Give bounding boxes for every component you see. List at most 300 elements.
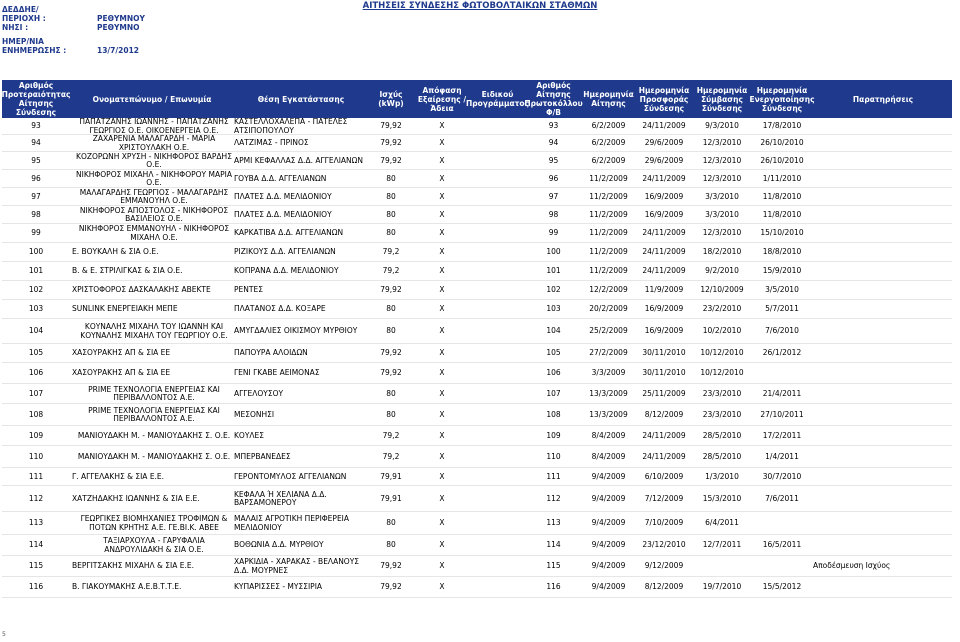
- cell-exemption: Χ: [439, 582, 445, 592]
- cell-location: ΚΑΡΚΑΤΙΒΑ Δ.Δ. ΑΓΓΕΛΙΑΝΩΝ: [234, 228, 344, 238]
- cell-power: 79,91: [380, 493, 402, 503]
- cell-exemption: Χ: [439, 348, 445, 358]
- cell-date-contract: 12/3/2010: [702, 155, 742, 165]
- cell-location: ΑΓΓΕΛΟΥΣΟΥ: [234, 388, 284, 398]
- table-row: [0, 262, 960, 281]
- cell-date-contract: 12/10/2009: [700, 285, 744, 295]
- cell-special: [470, 535, 525, 556]
- cell-date-app: 11/2/2009: [589, 228, 628, 238]
- table-row: [0, 446, 960, 468]
- cell-date-app: 9/4/2009: [591, 582, 626, 592]
- meta-value: ΡΕΘΥΜΝΟ: [97, 23, 140, 32]
- cell-exemption: Χ: [439, 326, 445, 336]
- cell-exemption: Χ: [439, 155, 445, 165]
- table-row: [0, 224, 960, 243]
- table-row: [0, 135, 960, 152]
- cell-protocol: 116: [546, 582, 561, 592]
- cell-date-offer: 24/11/2009: [642, 266, 686, 276]
- cell-exemption: Χ: [439, 540, 445, 550]
- cell-date-contract: 28/5/2010: [702, 430, 742, 440]
- cell-notes: [813, 262, 953, 281]
- cell-date-contract: 12/7/2011: [702, 540, 742, 550]
- cell-date-activation: 3/5/2010: [765, 285, 799, 295]
- cell-exemption: Χ: [439, 430, 445, 440]
- cell-power: 80: [386, 304, 396, 314]
- cell-date-contract: 10/12/2010: [700, 348, 744, 358]
- table-row: [0, 426, 960, 446]
- cell-exemption: Χ: [439, 247, 445, 257]
- cell-name: ΧΡΙΣΤΟΦΟΡΟΣ ΔΑΣΚΑΛΑΚΗΣ ΑΒΕΚΤΕ: [72, 285, 211, 295]
- cell-date-activation: 15/10/2010: [760, 228, 804, 238]
- cell-date-contract: 19/7/2010: [702, 582, 742, 592]
- table-row: [0, 486, 960, 512]
- cell-notes: [813, 384, 953, 404]
- cell-location: ΛΑΤΖΙΜΑΣ - ΠΡΙΝΟΣ: [234, 138, 309, 148]
- cell-protocol: 109: [546, 430, 561, 440]
- cell-date-activation: [751, 363, 813, 384]
- cell-date-app: 11/2/2009: [589, 266, 628, 276]
- cell-location: ΚΟΠΡΑΝΑ Δ.Δ. ΜΕΛΙΔΟΝΙΟΥ: [234, 266, 339, 276]
- cell-exemption: Χ: [439, 471, 445, 481]
- cell-name: Ε. ΒΟΥΚΑΛΗ & ΣΙΑ Ο.Ε.: [72, 247, 159, 257]
- cell-prio: 115: [28, 561, 44, 571]
- cell-date-contract: 23/2/2010: [702, 304, 742, 314]
- cell-notes: [813, 446, 953, 468]
- cell-protocol: 94: [548, 138, 559, 148]
- cell-date-activation: 26/1/2012: [762, 348, 802, 358]
- cell-prio: 111: [28, 471, 44, 481]
- cell-special: [470, 170, 525, 188]
- cell-exemption: Χ: [439, 285, 445, 295]
- cell-date-offer: 23/12/2010: [642, 540, 686, 550]
- cell-location: ΑΜΥΓΔΑΛΙΕΣ ΟΙΚΙΣΜΟΥ ΜΥΡΘΙΟΥ: [234, 326, 358, 336]
- cell-date-offer: 16/9/2009: [644, 209, 684, 219]
- cell-protocol: 98: [548, 209, 559, 219]
- cell-date-offer: 16/9/2009: [644, 191, 684, 201]
- cell-name: ΤΑΞΙΑΡΧΟΥΛΑ - ΓΑΡΥΦΑΛΙΑ ΑΝΔΡΟΥΛΙΔΑΚΗ & ΣΙΑ Ο.Ε.: [103, 536, 205, 554]
- cell-notes: [813, 188, 953, 206]
- meta-label: ΠΕΡΙΟΧΗ :: [2, 14, 46, 23]
- cell-date-offer: 24/11/2009: [642, 228, 686, 238]
- meta-value: 13/7/2012: [97, 46, 140, 55]
- cell-special: [470, 152, 525, 170]
- cell-date-contract: 6/4/2011: [705, 518, 739, 528]
- cell-date-offer: 24/11/2009: [642, 121, 686, 131]
- cell-special: [470, 556, 525, 577]
- cell-prio: 93: [31, 121, 41, 131]
- cell-notes: Αποδέσμευση Ισχύος: [813, 561, 891, 571]
- cell-exemption: Χ: [439, 368, 445, 378]
- cell-power: 79,2: [382, 266, 400, 276]
- cell-exemption: Χ: [439, 451, 445, 461]
- cell-date-contract: 10/2/2010: [702, 326, 742, 336]
- cell-date-app: 9/4/2009: [591, 518, 626, 528]
- cell-date-activation: 30/7/2010: [762, 471, 802, 481]
- column-header: Ονοματεπώνυμο / Επωνυμία: [92, 94, 212, 104]
- table-row: [0, 281, 960, 300]
- cell-protocol: 97: [548, 191, 559, 201]
- cell-power: 80: [386, 191, 396, 201]
- cell-date-offer: 24/11/2009: [642, 451, 686, 461]
- cell-exemption: Χ: [439, 561, 445, 571]
- cell-date-activation: 21/4/2011: [762, 388, 802, 398]
- cell-date-app: 9/4/2009: [591, 561, 626, 571]
- cell-exemption: Χ: [439, 304, 445, 314]
- cell-date-app: 6/2/2009: [591, 138, 626, 148]
- cell-date-offer: 7/10/2009: [644, 518, 684, 528]
- cell-date-activation: 7/6/2010: [765, 326, 799, 336]
- cell-location: ΑΡΜΙ ΚΕΦΑΛΛΑΣ Δ.Δ. ΑΓΓΕΛΙΑΝΩΝ: [234, 155, 363, 165]
- cell-date-contract: 3/3/2010: [705, 209, 739, 219]
- column-header: Ημερομηνία Σύμβασης Σύνδεσης: [696, 85, 748, 113]
- cell-power: 79,2: [382, 451, 400, 461]
- cell-notes: [813, 363, 953, 384]
- cell-notes: [813, 468, 953, 486]
- cell-date-activation: 27/10/2011: [760, 409, 804, 419]
- cell-date-activation: 11/8/2010: [762, 209, 802, 219]
- cell-exemption: Χ: [439, 388, 445, 398]
- cell-name: Β. ΓΙΑΚΟΥΜΑΚΗΣ Α.Ε.Β.Τ.Τ.Ε.: [72, 582, 182, 592]
- cell-prio: 99: [31, 228, 41, 238]
- cell-date-contract: 23/3/2010: [702, 388, 742, 398]
- meta-label: ΔΕΔΔΗΕ/: [2, 5, 39, 14]
- cell-protocol: 107: [546, 388, 561, 398]
- meta-label: ΝΗΣΙ :: [2, 23, 29, 32]
- cell-date-app: 11/2/2009: [589, 191, 628, 201]
- cell-notes: [813, 224, 953, 243]
- cell-power: 80: [386, 228, 396, 238]
- cell-location: ΜΕΣΟΝΗΣΙ: [234, 409, 275, 419]
- cell-location: ΜΠΕΡΒΑΝΕΔΕΣ: [234, 451, 291, 461]
- cell-notes: [813, 577, 953, 598]
- cell-date-offer: 7/12/2009: [644, 493, 684, 503]
- cell-protocol: 112: [546, 493, 561, 503]
- table-row: [0, 188, 960, 206]
- cell-protocol: 101: [546, 266, 561, 276]
- cell-date-offer: 30/11/2010: [642, 348, 686, 358]
- cell-date-activation: 18/8/2010: [762, 247, 802, 257]
- cell-protocol: 106: [546, 368, 561, 378]
- cell-name: PRIME ΤΕΧΝΟΛΟΓΙΑ ΕΝΕΡΓΕΙΑΣ ΚΑΙ ΠΕΡΙΒΑΛΛΟΝΤΟΣ Α.Ε.: [88, 384, 220, 402]
- table-row: [0, 556, 960, 577]
- cell-protocol: 100: [546, 247, 561, 257]
- cell-prio: 102: [28, 285, 44, 295]
- cell-notes: [813, 486, 953, 512]
- cell-protocol: 110: [546, 451, 561, 461]
- cell-date-offer: 29/6/2009: [644, 155, 684, 165]
- cell-location: ΓΕΡΟΝΤΟΜΥΛΟΣ ΑΓΓΕΛΙΑΝΩΝ: [234, 471, 347, 481]
- cell-name: ΖΑΧΑΡΕΝΙΑ ΜΑΛΑΓΑΡΔΗ - ΜΑΡΙΑ ΧΡΙΣΤΟΥΛΑΚΗ Ο.Ε.: [92, 135, 216, 152]
- cell-date-offer: 16/9/2009: [644, 304, 684, 314]
- cell-power: 80: [386, 540, 396, 550]
- cell-name: ΝΙΚΗΦΟΡΟΣ ΑΠΟΣΤΟΛΟΣ - ΝΙΚΗΦΟΡΟΣ ΒΑΣΙΛΕΙΟΣ Ο.Ε.: [79, 206, 229, 223]
- cell-name: ΝΙΚΗΦΟΡΟΣ ΜΙΧΑΗΛ - ΝΙΚΗΦΟΡΟΥ ΜΑΡΙΑ Ο.Ε.: [76, 170, 232, 187]
- cell-date-contract: [693, 556, 751, 577]
- cell-protocol: 93: [548, 121, 559, 131]
- cell-protocol: 113: [546, 518, 561, 528]
- cell-prio: 116: [28, 582, 44, 592]
- cell-date-app: 20/2/2009: [589, 304, 628, 314]
- cell-location: ΓΕΝΙ ΓΚΑΒΕ ΑΕΙΜΟΝΑΣ: [234, 368, 320, 378]
- cell-special: [470, 384, 525, 404]
- column-header: Ημερομηνία Προσφοράς Σύνδεσης: [638, 85, 690, 113]
- table-row: [0, 319, 960, 344]
- cell-location: ΧΑΡΚΙΔΙΑ - ΧΑΡΑΚΑΣ - ΒΕΛΑΝΟΥΣ Δ.Δ. ΜΟΥΡΝΕΣ: [234, 557, 360, 575]
- cell-special: [470, 486, 525, 512]
- cell-prio: 103: [28, 304, 44, 314]
- cell-date-activation: 15/5/2012: [762, 582, 802, 592]
- cell-name: SUNLINK ΕΝΕΡΓΕΙΑΚΗ ΜΕΠΕ: [72, 304, 178, 314]
- cell-date-app: 27/2/2009: [589, 348, 628, 358]
- cell-notes: [813, 535, 953, 556]
- cell-special: [470, 363, 525, 384]
- cell-protocol: 95: [548, 155, 559, 165]
- cell-location: ΚΑΣΤΕΛΛΟΧΑΛΕΠΑ - ΠΑΤΕΛΕΣ ΑΤΣΙΠΟΠΟΥΛΟΥ: [234, 118, 348, 135]
- cell-protocol: 102: [546, 285, 561, 295]
- cell-date-offer: 11/9/2009: [644, 285, 684, 295]
- cell-name: ΜΑΛΑΓΑΡΔΗΣ ΓΕΩΡΓΙΟΣ - ΜΑΛΑΓΑΡΔΗΣ ΕΜΜΑΝΟΥΗΛ Ο.Ε.: [79, 188, 229, 205]
- cell-date-app: 8/4/2009: [591, 430, 626, 440]
- cell-power: 79,92: [380, 155, 402, 165]
- cell-date-offer: 6/10/2009: [644, 471, 684, 481]
- cell-exemption: Χ: [439, 409, 445, 419]
- cell-date-contract: 1/3/2010: [705, 471, 739, 481]
- cell-date-activation: 16/5/2011: [762, 540, 802, 550]
- cell-special: [470, 224, 525, 243]
- cell-date-offer: 24/11/2009: [642, 173, 686, 183]
- cell-name: PRIME ΤΕΧΝΟΛΟΓΙΑ ΕΝΕΡΓΕΙΑΣ ΚΑΙ ΠΕΡΙΒΑΛΛΟΝΤΟΣ Α.Ε.: [88, 405, 220, 423]
- cell-date-contract: 18/2/2010: [702, 247, 742, 257]
- cell-date-app: 9/4/2009: [591, 493, 626, 503]
- cell-date-activation: 26/10/2010: [760, 138, 804, 148]
- column-header: Θέση Εγκατάστασης: [257, 94, 345, 104]
- table-row: [0, 512, 960, 535]
- cell-exemption: Χ: [439, 173, 445, 183]
- cell-date-app: 6/2/2009: [591, 155, 626, 165]
- cell-date-app: 11/2/2009: [589, 247, 628, 257]
- column-header: Παρατηρήσεις: [852, 94, 914, 104]
- cell-date-contract: 9/3/2010: [705, 121, 739, 131]
- cell-exemption: Χ: [439, 518, 445, 528]
- table-row: [0, 404, 960, 426]
- cell-prio: 104: [28, 326, 44, 336]
- cell-notes: [813, 243, 953, 262]
- cell-date-activation: 15/9/2010: [762, 266, 802, 276]
- cell-name: ΧΑΣΟΥΡΑΚΗΣ ΑΠ & ΣΙΑ ΕΕ: [72, 368, 171, 378]
- column-header: Αριθμός Πρoτεραιότητας Αίτησης Σύνδεσης: [1, 81, 71, 117]
- table-row: [0, 577, 960, 598]
- cell-location: ΠΛΑΤΕΣ Δ.Δ. ΜΕΛΙΔΟΝΙΟΥ: [234, 209, 332, 219]
- cell-date-offer: 24/11/2009: [642, 247, 686, 257]
- cell-name: ΜΑΝΙΟΥΔΑΚΗ Μ. - ΜΑΝΙΟΥΔΑΚΗΣ Σ. Ο.Ε.: [77, 430, 231, 440]
- cell-name: ΧΑΣΟΥΡΑΚΗΣ ΑΠ & ΣΙΑ ΕΕ: [72, 348, 171, 358]
- column-header: Ημερομηνία Ενεργοποίησης Σύνδεσης: [749, 85, 815, 113]
- meta-label: ΕΝΗΜΕΡΩΣΗΣ :: [2, 46, 67, 55]
- cell-date-activation: 26/10/2010: [760, 155, 804, 165]
- table-row: [0, 243, 960, 262]
- cell-date-activation: 1/11/2010: [762, 173, 802, 183]
- cell-prio: 106: [28, 368, 44, 378]
- cell-special: [470, 206, 525, 224]
- cell-notes: [813, 300, 953, 319]
- column-header: Ισχύς (kWp): [378, 90, 404, 108]
- cell-exemption: Χ: [439, 209, 445, 219]
- cell-special: [470, 446, 525, 468]
- cell-date-app: 13/3/2009: [589, 388, 628, 398]
- cell-prio: 110: [28, 451, 44, 461]
- cell-special: [470, 426, 525, 446]
- cell-date-contract: 15/3/2010: [702, 493, 742, 503]
- cell-name: ΚΟΥΝΑΛΗΣ ΜΙΧΑΗΛ ΤΟΥ ΙΩΑΝΝΗ ΚΑΙ ΚΟΥΝΑΛΗΣ ΜΙΧΑΗΛ ΤΟΥ ΓΕΩΡΓΙΟΥ Ο.Ε.: [80, 322, 228, 340]
- cell-exemption: Χ: [439, 493, 445, 503]
- cell-date-activation: [751, 556, 813, 577]
- cell-name: ΠΑΠΑΤΖΑΝΗΣ ΙΩΑΝΝΗΣ - ΠΑΠΑΤΖΑΝΗΣ ΓΕΩΡΓΙΟΣ Ο.Ε. ΟΙΚΟΕΝΕΡΓΕΙΑ Ο.Ε.: [79, 118, 229, 135]
- cell-prio: 98: [31, 209, 41, 219]
- cell-date-activation: 17/8/2010: [762, 121, 802, 131]
- cell-power: 79,92: [380, 561, 402, 571]
- cell-special: [470, 243, 525, 262]
- table-row: [0, 535, 960, 556]
- cell-date-contract: 3/3/2010: [705, 191, 739, 201]
- cell-protocol: 99: [548, 228, 559, 238]
- cell-date-contract: 12/3/2010: [702, 173, 742, 183]
- cell-notes: [813, 152, 953, 170]
- cell-special: [470, 281, 525, 300]
- cell-prio: 97: [31, 191, 41, 201]
- cell-date-offer: 9/12/2009: [644, 561, 684, 571]
- cell-protocol: 114: [546, 540, 561, 550]
- cell-date-app: 6/2/2009: [591, 121, 626, 131]
- cell-date-app: 11/2/2009: [589, 209, 628, 219]
- cell-location: ΚΥΠΑΡΙΣΣΕΣ - ΜΥΣΣΙΡΙΑ: [234, 582, 323, 592]
- cell-prio: 114: [28, 540, 44, 550]
- cell-date-offer: 16/9/2009: [644, 326, 684, 336]
- cell-date-offer: 30/11/2010: [642, 368, 686, 378]
- cell-date-offer: 25/11/2009: [642, 388, 686, 398]
- table-row: [0, 468, 960, 486]
- cell-date-contract: 12/3/2010: [702, 228, 742, 238]
- cell-protocol: 115: [546, 561, 561, 571]
- cell-date-app: 11/2/2009: [589, 173, 628, 183]
- cell-name: Γ. ΑΓΓΕΛΑΚΗΣ & ΣΙΑ Ε.Ε.: [72, 471, 165, 481]
- cell-notes: [813, 170, 953, 188]
- cell-power: 80: [386, 388, 396, 398]
- cell-exemption: Χ: [439, 266, 445, 276]
- cell-special: [470, 404, 525, 426]
- cell-protocol: 103: [546, 304, 561, 314]
- cell-name: ΒΕΡΓΙΤΣΑΚΗΣ ΜΙΧΑΗΛ & ΣΙΑ Ε.Ε.: [72, 561, 194, 571]
- table-row: [0, 300, 960, 319]
- page-number: 5: [2, 631, 6, 638]
- cell-exemption: Χ: [439, 191, 445, 201]
- cell-name: ΧΑΤΖΗΔΑΚΗΣ ΙΩΑΝΝΗΣ & ΣΙΑ Ε.Ε.: [72, 493, 200, 503]
- cell-notes: [813, 512, 953, 535]
- cell-notes: [813, 344, 953, 363]
- column-header: Απόφαση Εξαίρεσης / Άδεια: [417, 85, 467, 113]
- cell-date-activation: 1/4/2011: [765, 451, 799, 461]
- cell-location: ΓΟΥΒΑ Δ.Δ. ΑΓΓΕΛΙΑΝΩΝ: [234, 173, 327, 183]
- table-row: [0, 206, 960, 224]
- cell-notes: [813, 319, 953, 344]
- table-row: [0, 363, 960, 384]
- cell-notes: [813, 135, 953, 152]
- cell-prio: 94: [31, 138, 41, 148]
- cell-location: ΚΕΦΑΛΑ Ή ΧΕΛΙΑΝΑ Δ.Δ. ΒΑΡΣΑΜΟΝΕΡΟΥ: [234, 489, 327, 507]
- cell-special: [470, 262, 525, 281]
- cell-power: 80: [386, 326, 396, 336]
- cell-prio: 105: [28, 348, 44, 358]
- cell-date-offer: 8/12/2009: [644, 582, 684, 592]
- cell-date-activation: 7/6/2011: [765, 493, 799, 503]
- cell-name: ΝΙΚΗΦΟΡΟΣ ΕΜΜΑΝΟΥΗΛ - ΝΙΚΗΦΟΡΟΣ ΜΙΧΑΗΛ Ο.Ε.: [78, 224, 230, 242]
- row-divider: [2, 597, 952, 598]
- column-header: Ειδικού Προγράμματος: [466, 90, 530, 108]
- meta-value: ΡΕΘΥΜΝΟΥ: [97, 14, 145, 23]
- cell-notes: [813, 404, 953, 426]
- cell-date-activation: 11/8/2010: [762, 191, 802, 201]
- cell-date-contract: 23/3/2010: [702, 409, 742, 419]
- cell-location: ΚΟΥΛΕΣ: [234, 430, 265, 440]
- cell-prio: 108: [28, 409, 44, 419]
- cell-prio: 100: [28, 247, 44, 257]
- cell-notes: [813, 206, 953, 224]
- cell-power: 80: [386, 518, 396, 528]
- table-row: [0, 384, 960, 404]
- cell-location: ΠΛΑΤΕΣ Δ.Δ. ΜΕΛΙΔΟΝΙΟΥ: [234, 191, 332, 201]
- cell-protocol: 105: [546, 348, 561, 358]
- column-header: Αριθμός Αίτησης Πρωτοκόλλου Φ/Β: [524, 81, 583, 117]
- cell-special: [470, 300, 525, 319]
- cell-date-offer: 24/11/2009: [642, 430, 686, 440]
- cell-date-contract: 12/3/2010: [702, 138, 742, 148]
- cell-power: 79,92: [380, 368, 402, 378]
- cell-name: ΜΑΝΙΟΥΔΑΚΗ Μ. - ΜΑΝΙΟΥΔΑΚΗΣ Σ. Ο.Ε.: [77, 451, 231, 461]
- cell-location: ΠΛΑΤΑΝΟΣ Δ.Δ. ΚΟΞΑΡΕ: [234, 304, 326, 314]
- table-row: [0, 344, 960, 363]
- cell-exemption: Χ: [439, 121, 445, 131]
- cell-date-app: 3/3/2009: [591, 368, 626, 378]
- cell-date-app: 13/3/2009: [589, 409, 628, 419]
- cell-exemption: Χ: [439, 138, 445, 148]
- cell-special: [470, 319, 525, 344]
- cell-location: ΒΟΘΩΝΙΑ Δ.Δ. ΜΥΡΘΙΟΥ: [234, 540, 324, 550]
- cell-special: [470, 468, 525, 486]
- cell-date-activation: 17/2/2011: [762, 430, 802, 440]
- cell-date-app: 8/4/2009: [591, 451, 626, 461]
- cell-protocol: 104: [546, 326, 561, 336]
- cell-notes: [813, 426, 953, 446]
- cell-exemption: Χ: [439, 228, 445, 238]
- cell-special: [470, 135, 525, 152]
- cell-prio: 101: [28, 266, 44, 276]
- cell-date-app: 25/2/2009: [589, 326, 628, 336]
- cell-name: Β. & Ε. ΣΤΡΙΛΙΓΚΑΣ & ΣΙΑ Ο.Ε.: [72, 266, 183, 276]
- cell-special: [470, 188, 525, 206]
- cell-location: ΡΙΖΙΚΟΥΣ Δ.Δ. ΑΓΓΕΛΙΑΝΩΝ: [234, 247, 336, 257]
- cell-location: ΜΑΛΑΙΣ ΑΓΡΟΤΙΚΗ ΠΕΡΙΦΕΡΕΙΑ ΜΕΛΙΔΟΝΙΟΥ: [234, 514, 350, 532]
- cell-power: 79,92: [380, 285, 402, 295]
- cell-name: ΚΟΖΟΡΩΝΗ ΧΡΥΣΗ - ΝΙΚΗΦΟΡΟΣ ΒΑΡΔΗΣ Ο.Ε.: [76, 152, 232, 169]
- cell-date-app: 9/4/2009: [591, 471, 626, 481]
- cell-power: 79,92: [380, 582, 402, 592]
- cell-special: [470, 344, 525, 363]
- cell-location: ΠΑΠΟΥΡΑ ΑΛΟΙΔΩΝ: [234, 348, 308, 358]
- cell-prio: 113: [28, 518, 44, 528]
- cell-date-offer: 8/12/2009: [644, 409, 684, 419]
- column-header: Ημερομηνία Αίτησης: [583, 90, 634, 108]
- cell-date-contract: 9/2/2010: [705, 266, 739, 276]
- cell-protocol: 111: [546, 471, 561, 481]
